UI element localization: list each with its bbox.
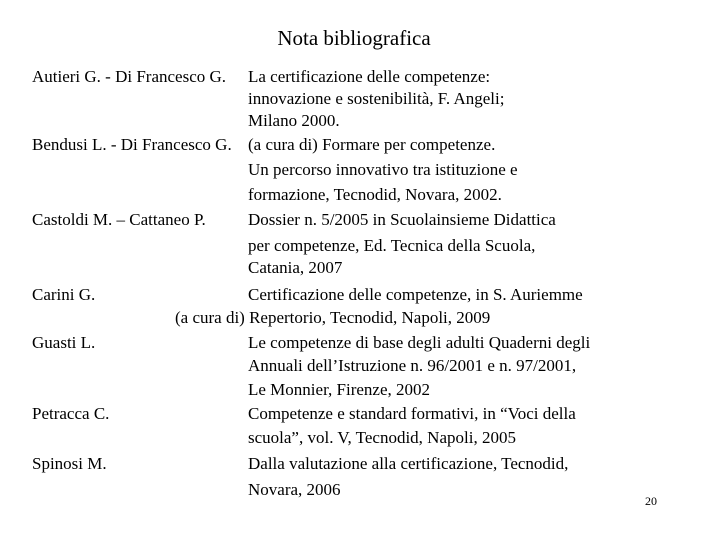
entry-author: Castoldi M. – Cattaneo P. (32, 210, 206, 229)
entry-text-line: (a cura di) Formare per competenze. (248, 135, 496, 154)
entry-text-line: La certificazione delle competenze: (248, 67, 491, 86)
entry-author: Carini G. (32, 285, 96, 304)
entry-text-line: scuola”, vol. V, Tecnodid, Napoli, 2005 (248, 428, 516, 447)
entry-text-line: Le competenze di base degli adulti Quaderni degli (248, 333, 591, 352)
entry-text-line: Novara, 2006 (248, 480, 341, 499)
entry-text-line: per competenze, Ed. Tecnica della Scuola, (248, 236, 536, 255)
entry-author: Spinosi M. (32, 454, 107, 473)
entry-text-line: Catania, 2007 (248, 258, 343, 277)
entry-text-line: formazione, Tecnodid, Novara, 2002. (248, 185, 502, 204)
entry-text-line: Competenze e standard formativi, in “Voci della (248, 404, 576, 423)
entry-text-line: Dossier n. 5/2005 in Scuolainsieme Didattica (248, 210, 556, 229)
entry-text-line: Un percorso innovativo tra istituzione e (248, 160, 518, 179)
entry-author: Petracca C. (32, 404, 110, 423)
entry-author: Guasti L. (32, 333, 96, 352)
entry-text-line: Annuali dell’Istruzione n. 96/2001 e n. 97/2001, (248, 356, 577, 375)
entry-text-line: Le Monnier, Firenze, 2002 (248, 380, 431, 399)
entry-text-line: innovazione e sostenibilità, F. Angeli; (248, 89, 505, 108)
entry-text-line: Milano 2000. (248, 111, 340, 130)
page-number: 20 (645, 494, 657, 508)
entry-author: Bendusi L. - Di Francesco G. (32, 135, 232, 154)
entry-text-line: (a cura di) Repertorio, Tecnodid, Napoli, 2009 (175, 308, 491, 327)
entry-text-line: Dalla valutazione alla certificazione, Tecnodid, (248, 454, 569, 473)
slide-title: Nota bibliografica (277, 26, 431, 50)
entry-author: Autieri G. - Di Francesco G. (32, 67, 227, 86)
entry-text-line: Certificazione delle competenze, in S. Auriemme (248, 285, 583, 304)
